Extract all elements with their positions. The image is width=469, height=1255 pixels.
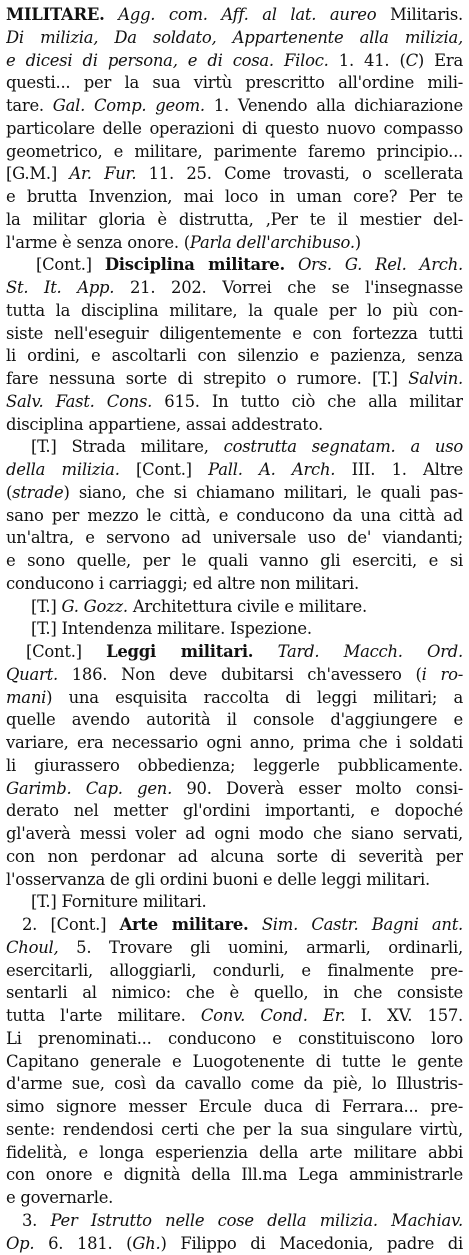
- dictionary-entry-militare: [6, 4, 463, 1255]
- entry-text-line: [Cont.] Disciplina militare. Ors. G. Rel. Arch.: [6, 254, 463, 277]
- entry-text-line: [G.M.] Ar. Fur. 11. 25. Come trovasti, o scellerata: [6, 163, 463, 186]
- entry-text-line: Garimb. Cap. gen. 90. Doverà esser molto consi-: [6, 778, 463, 801]
- entry-text-line: [T.] Strada militare, costrutta segnatam. a uso: [6, 436, 463, 459]
- italic-text: Garimb. Cap. gen.: [6, 779, 172, 798]
- italic-text: Agg. com. Aff. al lat. aureo: [118, 5, 376, 24]
- italic-text: i ro-: [422, 665, 463, 684]
- entry-text-line: e governarle.: [6, 1187, 463, 1210]
- entry-text-line: Choul, 5. Trovare gli uomini, armarli, ordinarli,: [6, 937, 463, 960]
- entry-text-line: [6, 27, 463, 50]
- italic-text: Sim. Castr. Bagni ant.: [262, 915, 463, 934]
- entry-text-line: conducono i carriaggi; ed altre non militari.: [6, 573, 463, 596]
- entry-text-line: Capitano generale e Luogotenente di tutte le gente: [6, 1051, 463, 1074]
- entry-text-line: MILITARE. Agg. com. Aff. al lat. aureo Militaris.: [6, 4, 463, 27]
- entry-text-line: [Cont.] Leggi militari. Tard. Macch. Ord.: [6, 641, 463, 664]
- italic-text: Conv. Cond. Er.: [201, 1006, 346, 1025]
- entry-text-line: simo signore messer Ercule duca di Ferrara... pre-: [6, 1096, 463, 1119]
- entry-text-line: geometrico, e militare, parimente faremo principio...: [6, 141, 463, 164]
- italic-text: G. Gozz.: [61, 597, 127, 616]
- entry-text-line: sano per mezzo le città, e conducono da una città ad: [6, 505, 463, 528]
- bold-term: Disciplina militare.: [105, 255, 285, 274]
- entry-text-line: tare. Gal. Comp. geom. 1. Venendo alla dichiarazione: [6, 95, 463, 118]
- italic-text: della milizia.: [6, 460, 120, 479]
- entry-text-line: [T.] Forniture militari.: [6, 891, 463, 914]
- entry-text-line: un'altra, e servono ad universale uso de' viandanti;: [6, 527, 463, 550]
- entry-text-line: e dicesi di persona, e di cosa. Filoc. 1. 41. (C) Era: [6, 50, 463, 73]
- entry-text-line: [T.] Intendenza militare. Ispezione.: [6, 618, 463, 641]
- italic-text: Choul,: [6, 938, 58, 957]
- italic-text: Salv. Fast. Cons.: [6, 392, 152, 411]
- italic-text: Quart.: [6, 665, 58, 684]
- entry-text-line: con non perdonar ad alcuna sorte di severità per: [6, 846, 463, 869]
- entry-text-line: e sono quelle, per le quali vanno gli eserciti, e si: [6, 550, 463, 573]
- italic-text: Ors. G. Rel. Arch.: [298, 255, 463, 274]
- italic-text: Gh.: [132, 1234, 160, 1253]
- entry-text-line: questi... per la sua virtù prescritto all'ordine mili-: [6, 72, 463, 95]
- entry-text-line: 3. Per Istrutto nelle cose della milizia. Machiav.: [6, 1210, 463, 1233]
- italic-text: C: [406, 51, 418, 70]
- italic-text: e dicesi di persona, e di cosa. Filoc.: [6, 51, 329, 70]
- bold-term: MILITARE.: [6, 5, 105, 24]
- entry-text-line: fare nessuna sorte di strepito o rumore. [T.] Salvin.: [6, 368, 463, 391]
- entry-text-line: (strade) siano, che si chiamano militari, le quali pas-: [6, 482, 463, 505]
- italic-text: Per Istrutto nelle cose della milizia. Machiav.: [50, 1211, 463, 1230]
- entry-text-line: mani) una esquisita raccolta di leggi militari; a: [6, 687, 463, 710]
- italic-text: Di milizia, Da soldato, Appartenente alla milizia,: [6, 28, 463, 47]
- entry-text-line: sentarli al nimico: che è quello, in che consiste: [6, 982, 463, 1005]
- entry-text-line: Op. 6. 181. (Gh.) Filippo di Macedonia, padre di: [6, 1233, 463, 1255]
- entry-text-line: li giurassero obbedienza; leggerle pubblicamente.: [6, 755, 463, 778]
- entry-text-line: l'arme è senza onore. (Parla dell'archibuso.): [6, 232, 463, 255]
- italic-text: Ar. Fur.: [69, 164, 136, 183]
- entry-text-line: tutta la disciplina militare, la quale per lo più con-: [6, 300, 463, 323]
- italic-text: strade: [12, 483, 63, 502]
- italic-text: St. It. App.: [6, 278, 114, 297]
- italic-text: Parla dell'archibuso.: [190, 233, 355, 252]
- entry-text-line: St. It. App. 21. 202. Vorrei che se l'insegnasse: [6, 277, 463, 300]
- entry-text-line: Salv. Fast. Cons. 615. In tutto ciò che alla militar: [6, 391, 463, 414]
- entry-text-line: siste nell'eseguir diligentemente e con fortezza tutti: [6, 323, 463, 346]
- entry-text-line: fidelità, e longa esperienzia della arte militare abbi: [6, 1142, 463, 1165]
- entry-text-line: Quart. 186. Non deve dubitarsi ch'avessero (i ro-: [6, 664, 463, 687]
- bold-term: Leggi militari.: [106, 642, 253, 661]
- italic-text: Tard. Macch. Ord.: [278, 642, 463, 661]
- entry-text-line: la militar gloria è distrutta, ,Per te il mestier del-: [6, 209, 463, 232]
- entry-text-line: con onore e dignità della Ill.ma Lega amministrarle: [6, 1164, 463, 1187]
- entry-text-line: Li prenominati... conducono e constituiscono loro: [6, 1028, 463, 1051]
- italic-text: Op.: [6, 1234, 34, 1253]
- italic-text: costrutta segnatam. a uso: [224, 437, 463, 456]
- italic-text: mani: [6, 688, 46, 707]
- italic-text: Gal. Comp. geom.: [53, 96, 205, 115]
- entry-text-line: li ordini, e ascoltarli con silenzio e pazienza, senza: [6, 345, 463, 368]
- entry-text-line: derato nel metter gl'ordini importanti, e dopoché: [6, 800, 463, 823]
- entry-text-line: disciplina appartiene, assai addestrato.: [6, 414, 463, 437]
- italic-text: Salvin.: [408, 369, 463, 388]
- entry-text-line: tutta l'arte militare. Conv. Cond. Er. I. XV. 157.: [6, 1005, 463, 1028]
- entry-text-line: sente: rendendosi certi che per la sua singulare virtù,: [6, 1119, 463, 1142]
- entry-text-line: esercitarli, alloggiarli, condurli, e finalmente pre-: [6, 960, 463, 983]
- entry-text-line: [T.] G. Gozz. Architettura civile e militare.: [6, 596, 463, 619]
- bold-term: Arte militare.: [120, 915, 249, 934]
- entry-text-line: 2. [Cont.] Arte militare. Sim. Castr. Bagni ant.: [6, 914, 463, 937]
- italic-text: Pall. A. Arch.: [208, 460, 335, 479]
- entry-text-line: d'arme sue, così da cavallo come da piè, lo Illustris-: [6, 1073, 463, 1096]
- entry-text-line: variare, era necessario ogni anno, prima che i soldati: [6, 732, 463, 755]
- entry-text-line: l'osservanza de gli ordini buoni e delle leggi militari.: [6, 869, 463, 892]
- entry-text-line: gl'averà messi voler ad ogni modo che siano servati,: [6, 823, 463, 846]
- entry-text-line: quelle avendo autorità il console d'aggiungere e: [6, 709, 463, 732]
- entry-text-line: della milizia. [Cont.] Pall. A. Arch. III. 1. Altre: [6, 459, 463, 482]
- entry-text-line: e brutta Invenzion, mai loco in uman core? Per te: [6, 186, 463, 209]
- entry-text-line: particolare delle operazioni di questo nuovo compasso: [6, 118, 463, 141]
